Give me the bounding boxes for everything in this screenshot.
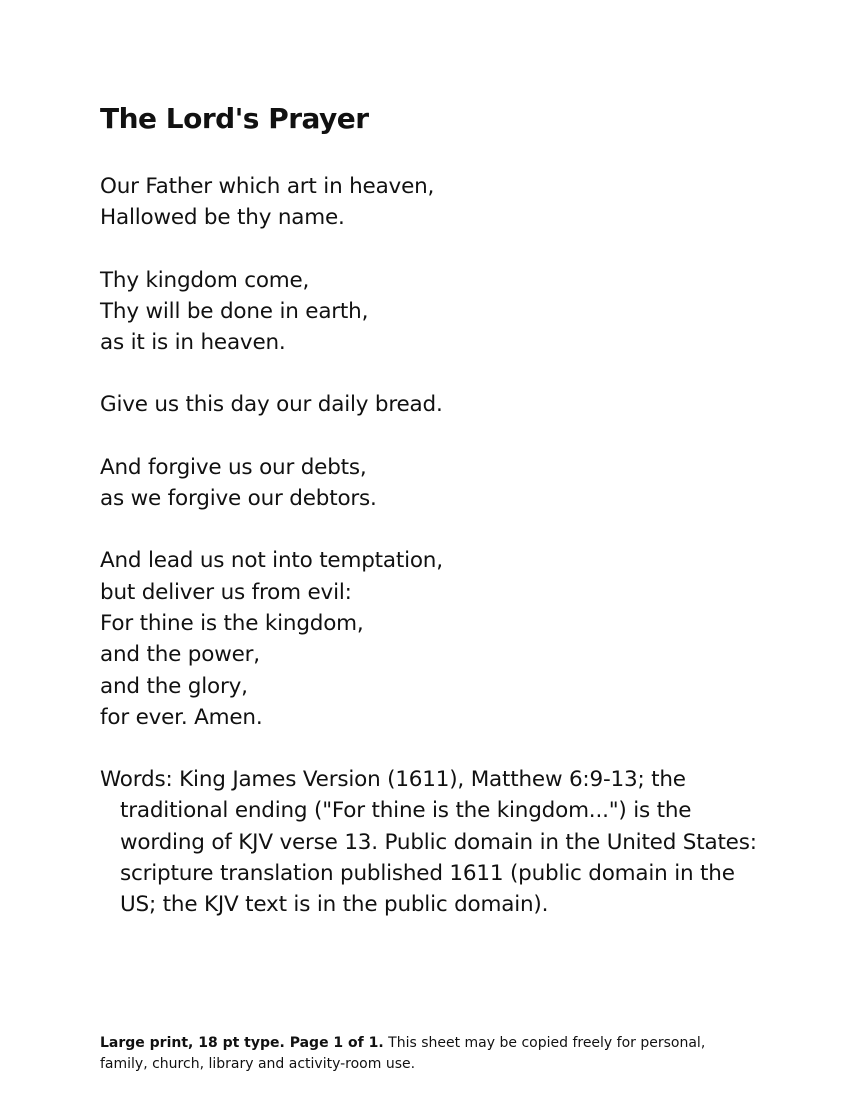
- page-title: The Lord's Prayer: [100, 102, 369, 135]
- prayer-line: For thine is the kingdom,: [100, 610, 364, 636]
- stanza-4: [100, 452, 750, 515]
- prayer-line: as we forgive our debtors.: [100, 486, 377, 512]
- footer-text: This sheet may be copied freely for personal, family, church, library and activity-room use.: [100, 1035, 706, 1072]
- prayer-line: and the power,: [100, 642, 260, 668]
- prayer-line: but deliver us from evil:: [100, 579, 352, 605]
- prayer-line: And forgive us our debts,: [100, 454, 367, 480]
- stanza-3: [100, 389, 750, 420]
- prayer-line: Thy kingdom come,: [100, 267, 310, 293]
- prayer-text: [100, 171, 750, 733]
- prayer-line: as it is in heaven.: [100, 330, 286, 356]
- prayer-line: Thy will be done in earth,: [100, 298, 369, 324]
- prayer-line: and the glory,: [100, 673, 248, 699]
- footer-bold-text: Large print, 18 pt type. Page 1 of 1.: [100, 1035, 384, 1051]
- source-note: Words: King James Version (1611), Matthew 6:9-13; the traditional ending ("For thine is the kingdom...") is the wording of KJV verse 13. Public domain in the United States: scripture translation published 1611 (public domain in the US; the KJV text is in the public domain).: [100, 767, 757, 917]
- stanza-5: [100, 545, 750, 733]
- document-page: [100, 100, 757, 920]
- prayer-line: Give us this day our daily bread.: [100, 392, 443, 418]
- footer-note: [100, 1033, 740, 1074]
- prayer-line: And lead us not into temptation,: [100, 548, 443, 574]
- stanza-2: [100, 265, 750, 359]
- prayer-line: for ever. Amen.: [100, 704, 263, 730]
- prayer-line: Hallowed be thy name.: [100, 205, 345, 231]
- prayer-line: Our Father which art in heaven,: [100, 174, 435, 199]
- stanza-1: [100, 171, 750, 234]
